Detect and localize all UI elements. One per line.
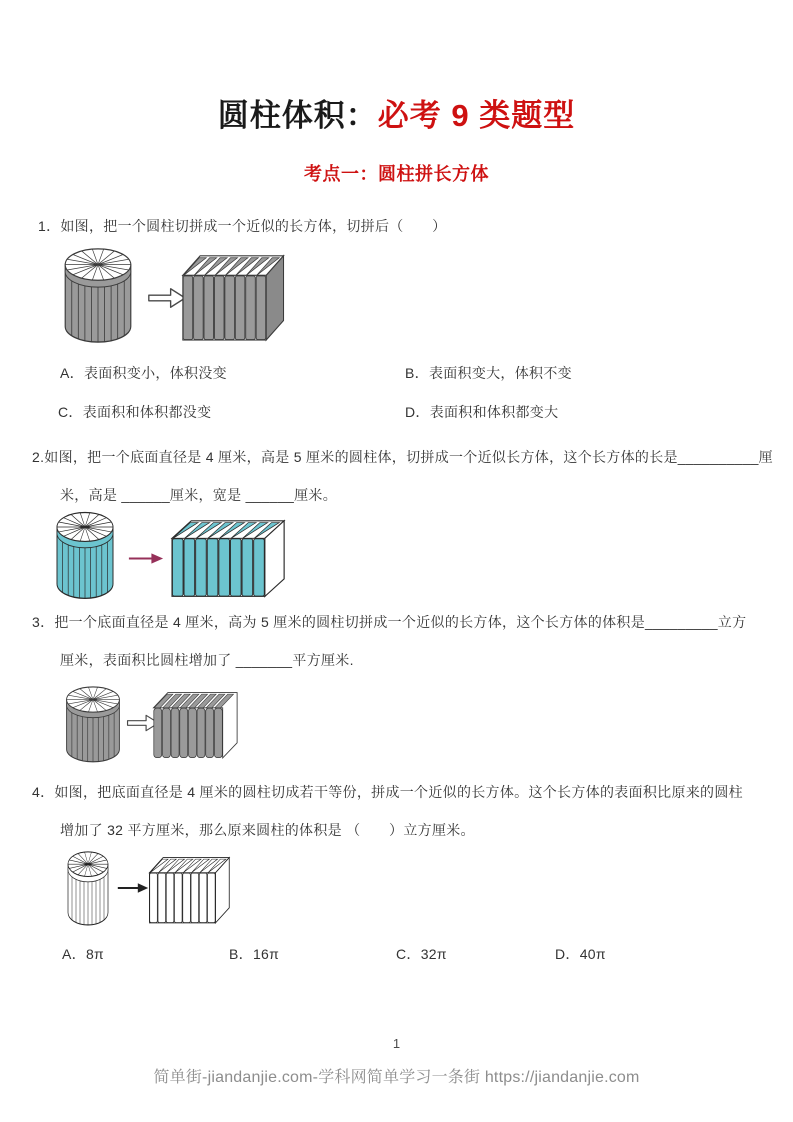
q2-cylinder-illustration — [57, 513, 113, 601]
q1-option-c: C．表面积和体积都没变 — [58, 404, 212, 420]
q3-cylinder-illustration — [67, 687, 120, 763]
q4-option-a: A．8π — [62, 946, 104, 962]
q4-option-d: D．40π — [555, 946, 606, 962]
q1-option-b: B．表面积变大，体积不变 — [405, 365, 572, 381]
footer-text: 简单街-jiandanjie.com-学科网简单学习一条街 https://jiandanjie.com — [153, 1069, 640, 1086]
q2-text-line2: 米，高是 ______厘米，宽是 ______厘米。 — [60, 487, 338, 503]
q1-option-d: D．表面积和体积都变大 — [405, 404, 559, 420]
title-black-part: 圆柱体积： — [217, 98, 378, 133]
q3-prism-illustration — [153, 693, 237, 758]
q1-prism-illustration — [183, 256, 284, 340]
q1-diagram — [55, 244, 287, 348]
q4-prism-illustration — [149, 858, 229, 923]
q4-option-c: C．32π — [396, 946, 447, 962]
page-title — [0, 90, 793, 135]
q2-arrow-icon — [129, 553, 163, 563]
q2-diagram — [50, 508, 290, 604]
section-heading: 考点一：圆柱拼长方体 — [304, 164, 489, 184]
q4-cylinder-illustration — [68, 852, 108, 927]
q4-option-b: B．16π — [229, 946, 280, 962]
q3-text-line1: 3．把一个底面直径是 4 厘米，高为 5 厘米的圆柱切拼成一个近似的长方体，这个长方体的体积是_________立方 — [32, 614, 747, 630]
q4-arrow-icon — [118, 883, 148, 892]
q1-text: 1．如图，把一个圆柱切拼成一个近似的长方体，切拼后（ ） — [38, 218, 447, 234]
q4-diagram — [63, 848, 233, 930]
q3-diagram — [60, 683, 242, 767]
q4-text-line2: 增加了 32 平方厘米，那么原来圆柱的体积是 （ ）立方厘米。 — [60, 822, 475, 838]
q4-text-line1: 4．如图，把底面直径是 4 厘米的圆柱切成若干等份，拼成一个近似的长方体。这个长方体的表面积比原来的圆柱 — [32, 784, 743, 800]
q2-text-line1: 2.如图，把一个底面直径是 4 厘米，高是 5 厘米的圆柱体，切拼成一个近似长方体，这个长方体的长是__________厘 — [32, 449, 773, 465]
title-red-part: 必考 9 类题型 — [377, 98, 576, 133]
page-number: 1 — [392, 1036, 401, 1051]
q2-prism-illustration — [172, 521, 284, 597]
q1-arrow-icon — [149, 289, 185, 307]
q1-cylinder-illustration — [65, 249, 131, 344]
q1-option-a: A．表面积变小，体积没变 — [60, 365, 227, 381]
q3-text-line2: 厘米，表面积比圆柱增加了 _______平方厘米. — [60, 652, 354, 668]
